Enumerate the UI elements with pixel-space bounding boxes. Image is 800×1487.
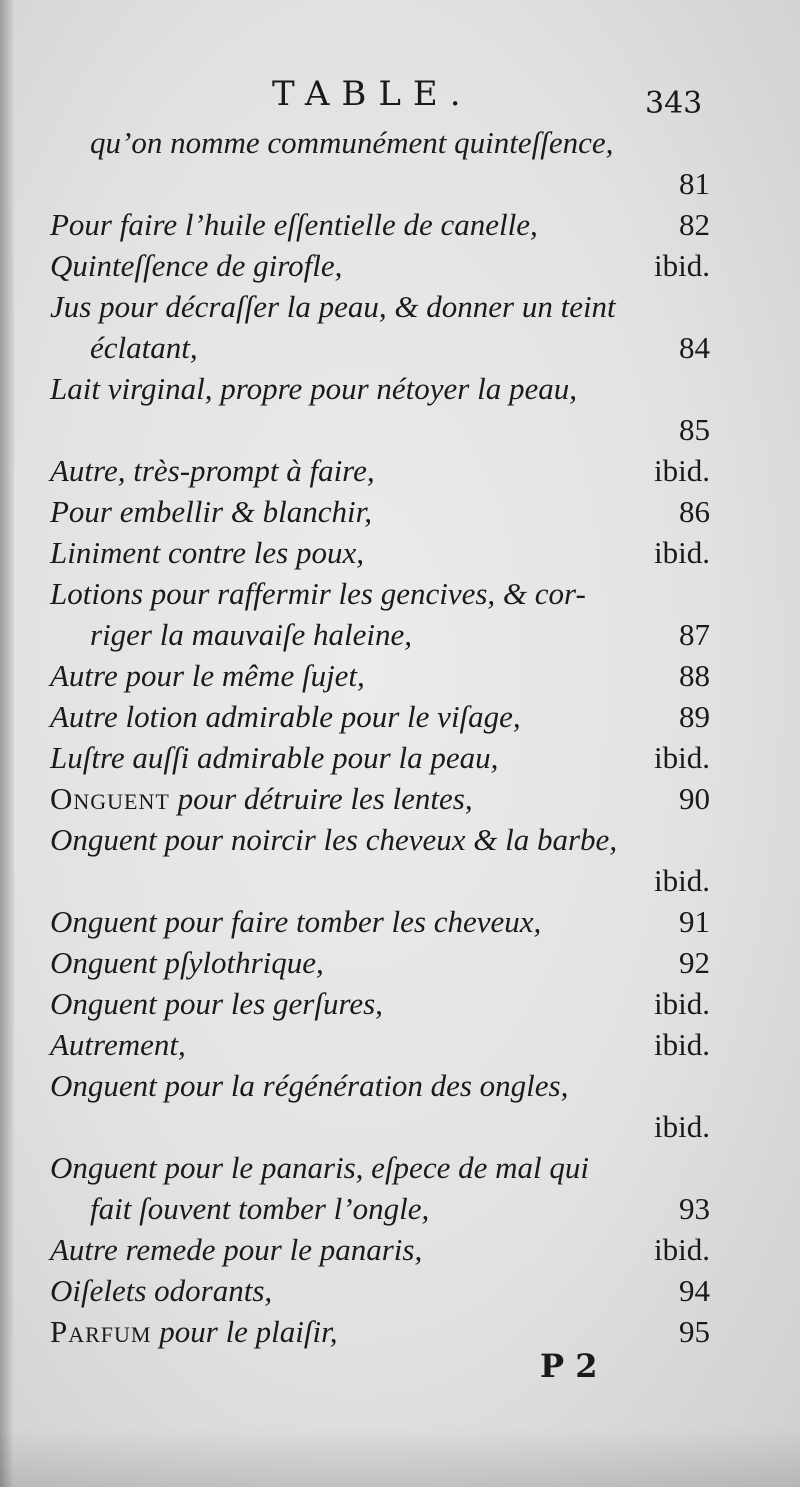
entry-page: ibid. [654, 453, 710, 488]
toc-entry [50, 122, 710, 163]
entry-text: Pour embellir & blanchir, [50, 494, 373, 529]
entry-text: Oiſelets odorants, [50, 1273, 273, 1308]
signature-mark: P 2 [540, 1347, 598, 1385]
entry-text: Autre remede pour le panaris, [50, 1232, 423, 1267]
entry-page: 90 [679, 781, 710, 816]
entry-page: 81 [679, 166, 710, 201]
entry-text: éclatant, [90, 330, 198, 365]
entry-text: Autrement, [50, 1027, 186, 1062]
entry-text: Lait virginal, propre pour nétoyer la peau, [50, 371, 577, 406]
toc-entry [50, 1106, 710, 1147]
entry-page: ibid. [654, 1109, 710, 1144]
entry-text: Onguent pour les gerſures, [50, 986, 383, 1021]
entry-page: 93 [679, 1191, 710, 1226]
entry-text: Jus pour décraſſer la peau, & donner un teint [50, 289, 616, 324]
toc-entry [50, 450, 710, 491]
entry-text: riger la mauvaiſe haleine, [90, 617, 412, 652]
toc-entry [50, 573, 710, 614]
toc-entry [50, 1024, 710, 1065]
entry-page: 91 [679, 904, 710, 939]
toc-entry [50, 778, 710, 819]
toc-entry [50, 1270, 710, 1311]
entry-page: 89 [679, 699, 710, 734]
entry-text: Onguent pour le panaris, eſpece de mal qui [50, 1150, 589, 1185]
entry-page: 86 [679, 494, 710, 529]
entry-text: Luſtre auſſi admirable pour la peau, [50, 740, 499, 775]
toc-entry [50, 942, 710, 983]
entry-page: 95 [679, 1314, 710, 1349]
toc-entry [50, 1188, 710, 1229]
toc-entry [50, 491, 710, 532]
running-header-title: TABLE. [272, 74, 473, 114]
toc-entry [50, 983, 710, 1024]
toc-entry [50, 655, 710, 696]
toc-entry [50, 1065, 710, 1106]
entry-text: fait ſouvent tomber l’ongle, [90, 1191, 430, 1226]
entry-page: ibid. [654, 1232, 710, 1267]
page-number: 343 [645, 86, 703, 121]
entry-page: 88 [679, 658, 710, 693]
toc-entry [50, 901, 710, 942]
toc-entry [50, 532, 710, 573]
toc-entry [50, 696, 710, 737]
entry-page: 82 [679, 207, 710, 242]
toc-entry [50, 1147, 710, 1188]
entry-page: ibid. [654, 1027, 710, 1062]
toc-entry [50, 163, 710, 204]
entry-text: Onguent pour la régénération des ongles, [50, 1068, 569, 1103]
entry-page: 84 [679, 330, 710, 365]
entry-page: 85 [679, 412, 710, 447]
entry-small-caps: Onguent [50, 781, 170, 816]
entry-page: 92 [679, 945, 710, 980]
entry-text: Pour faire l’huile eſſentielle de canelle, [50, 207, 538, 242]
table-of-contents [50, 122, 710, 1352]
entry-page: ibid. [654, 740, 710, 775]
entry-text: Lotions pour raffermir les gencives, & cor- [50, 576, 586, 611]
entry-text: Onguent pour noircir les cheveux & la barbe, [50, 822, 618, 857]
entry-text-rest: pour le plaiſir, [151, 1314, 338, 1349]
entry-page: ibid. [654, 986, 710, 1021]
toc-entry [50, 819, 710, 860]
entry-small-caps: Parfum [50, 1314, 152, 1349]
entry-page: ibid. [654, 248, 710, 283]
entry-text: Autre, très-prompt à faire, [50, 453, 375, 488]
entry-text: Quinteſſence de girofle, [50, 248, 343, 283]
entry-text: Onguent pour faire tomber les cheveux, [50, 904, 542, 939]
entry-text: Liniment contre les poux, [50, 535, 364, 570]
entry-text [50, 778, 473, 819]
toc-entry [50, 368, 710, 409]
entry-page: ibid. [654, 535, 710, 570]
entry-text [50, 1311, 338, 1352]
entry-text-rest: pour détruire les lentes, [169, 781, 473, 816]
toc-entry [50, 1229, 710, 1270]
toc-entry [50, 860, 710, 901]
toc-entry [50, 327, 710, 368]
toc-entry [50, 286, 710, 327]
entry-page: 87 [679, 617, 710, 652]
toc-entry [50, 614, 710, 655]
toc-entry [50, 737, 710, 778]
toc-entry [50, 204, 710, 245]
entry-text: Autre lotion admirable pour le viſage, [50, 699, 521, 734]
entry-page: ibid. [654, 863, 710, 898]
toc-entry [50, 1311, 710, 1352]
entry-text: Autre pour le même ſujet, [50, 658, 365, 693]
entry-text: qu’on nomme communément quinteſſence, [90, 125, 614, 160]
toc-entry [50, 409, 710, 450]
entry-text: Onguent pſylothrique, [50, 945, 324, 980]
toc-entry [50, 245, 710, 286]
entry-page: 94 [679, 1273, 710, 1308]
